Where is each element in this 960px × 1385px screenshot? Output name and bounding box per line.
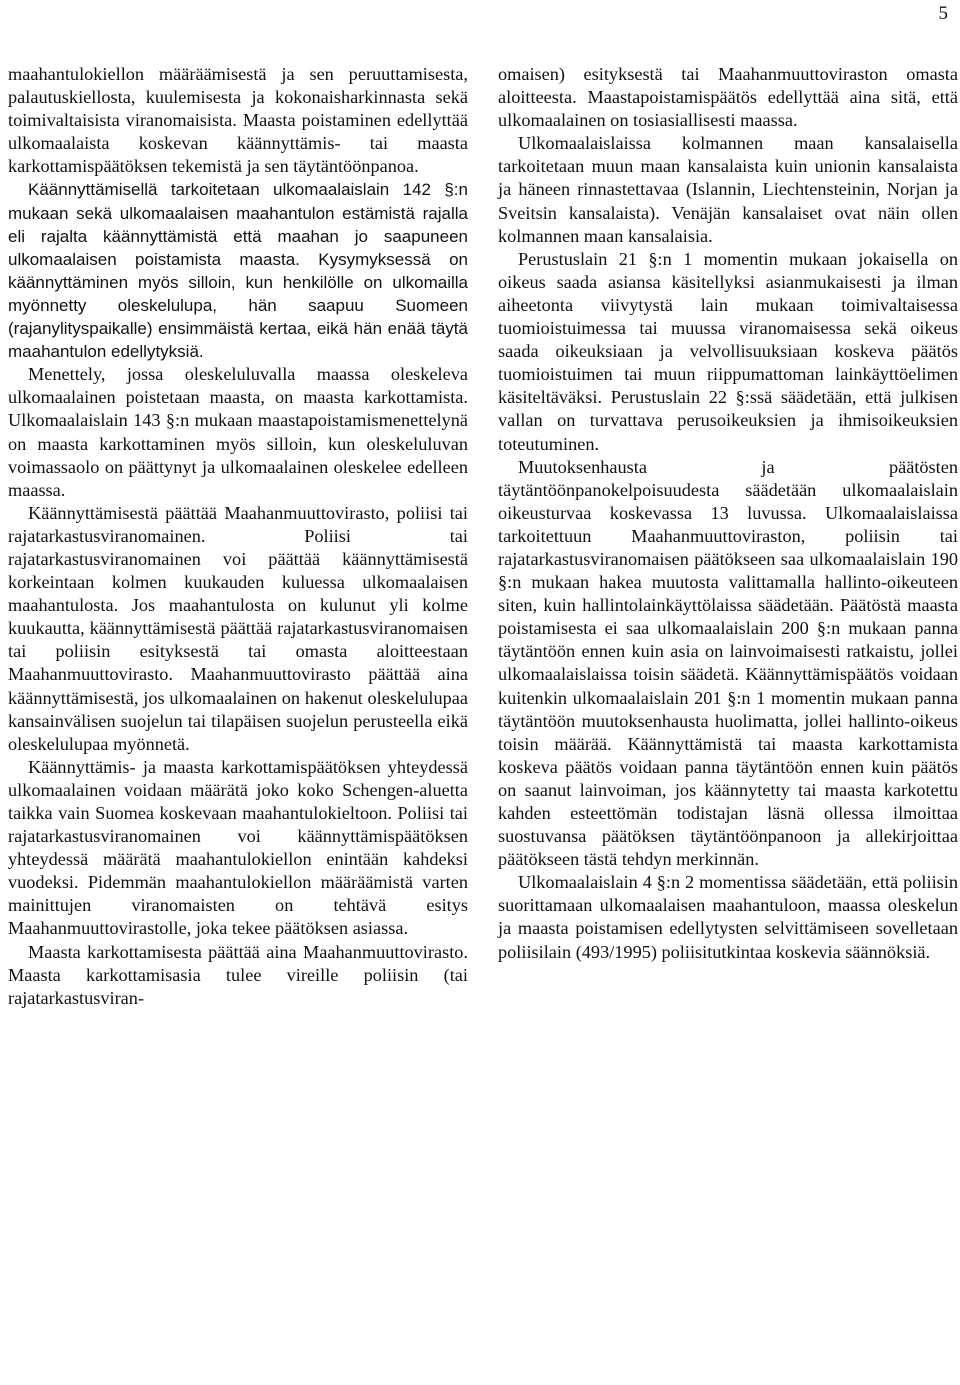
paragraph: Perustuslain 21 §:n 1 momentin mukaan jokaisella on oikeus saada asiansa käsitellyksi asianmukaisesti ja ilman aiheetonta viivytystä lain mukaan toimivaltaisessa tuomioistuimessa tai muussa viranomaisessa sekä oikeus saada oikeuksiaan ja velvollisuuksiaan koskeva päätös tuomioistuimen tai muun riippumattoman lainkäyttöelimen käsiteltäväksi. Perustuslain 22 §:ssä säädetään, että julkisen vallan on turvattava perusoikeuksien ja ihmisoikeuksien toteutuminen. <box>498 248 958 454</box>
paragraph: Muutoksenhausta ja päätösten täytäntöönpanokelpoisuudesta säädetään ulkomaalaislain oikeusturvaa koskevassa 13 luvussa. Ulkomaalaislaissa tarkoitettuun Maahanmuuttoviraston, poliisin tai rajatarkastusviranomaisen päätökseen saa ulkomaalaislain 190 §:n mukaan hakea muutosta valittamalla hallinto-oikeuteen siten, kuin hallintolainkäyttölaissa säädetään. Päätöstä maasta poistamisesta ei saa ulkomaalaislain 200 §:n mukaan panna täytäntöön ennen kuin asia on lainvoimaisesti ratkaistu, jollei ulkomaalaislaissa toisin säädetä. Käännyttämispäätös voidaan kuitenkin ulkomaalaislain 201 §:n 1 momentin mukaan panna täytäntöön muutoksenhausta huolimatta, jollei hallinto-oikeus toisin määrää. Käännyttämistä tai maasta karkottamista koskeva päätös voidaan panna täytäntöön ennen kuin päätös on saanut lainvoiman, jos käännytetty tai maasta karkotettu kahden esteettömän todistajan läsnä ollessa ilmoittaa suostuvansa päätöksen täytäntöönpanoon ja allekirjoittaa päätökseen tästä tehdyn merkinnän. <box>498 456 958 870</box>
page-number: 5 <box>938 3 948 24</box>
paragraph: Maasta karkottamisesta päättää aina Maahanmuuttovirasto. Maasta karkottamisasia tulee vireille poliisin (tai rajatarkastusviran- <box>8 941 468 1008</box>
paragraph: Menettely, jossa oleskeluluvalla maassa oleskeleva ulkomaalainen poistetaan maasta, on maasta karkottamista. Ulkomaalaislain 143 §:n mukaan maastapoistamismenettelynä on maasta karkottaminen myös silloin, kun oleskeluluvan voimassaolo on päättynyt ja ulkomaalainen oleskelee edelleen maassa. <box>8 364 468 500</box>
left-column <box>8 63 468 1010</box>
paragraph: Käännyttämisellä tarkoitetaan ulkomaalaislain 142 §:n mukaan sekä ulkomaalaisen maahantulon estämistä rajalla eli rajalta käännyttämistä että maahan jo saapuneen ulkomaalaisen poistamista maasta. Kysymyksessä on käännyttäminen myös silloin, kun henkilölle on ulkomailla myönnetty oleskelulupa, hän saapuu Suomeen (rajanylityspaikalle) ensimmäistä kertaa, eikä hän enää täytä maahantulon edellytyksiä. <box>8 180 468 362</box>
paragraph: Käännyttämisestä päättää Maahanmuuttovirasto, poliisi tai rajatarkastusviranomainen. Poliisi tai rajatarkastusviranomainen voi päättää käännyttämisestä korkeintaan kolmen kuukauden kuluessa ulkomaalaisen maahantulosta. Jos maahantulosta on kulunut yli kolme kuukautta, käännyttämisestä päättää rajatarkastusviranomaisen tai poliisin esityksestä tai omasta aloitteestaan Maahanmuuttovirasto. Maahanmuuttovirasto päättää aina käännyttämisestä, jos ulkomaalainen on hakenut oleskelulupaa kansainvälisen suojelun tai tilapäisen suojelun perusteella eikä oleskelulupaa myönnetä. <box>8 502 468 754</box>
paragraph: Ulkomaalaislain 4 §:n 2 momentissa säädetään, että poliisin suorittamaan ulkomaalaisen maahantuloon, maassa oleskelun ja maasta poistamisen edellytysten selvittämiseen sovelletaan poliisilain (493/1995) poliisitutkintaa koskevia säännöksiä. <box>498 872 958 962</box>
right-column <box>498 63 958 964</box>
paragraph: omaisen) esityksestä tai Maahanmuuttoviraston omasta aloitteesta. Maastapoistamispäätös edellyttää aina sitä, että ulkomaalainen on tosiasiallisesti maassa. <box>498 64 958 131</box>
paragraph: Ulkomaalaislaissa kolmannen maan kansalaisella tarkoitetaan muun maan kansalaista kuin unionin kansalaista ja häneen rinnastettavaa (Islannin, Liechtensteinin, Norjan ja Sveitsin kansalaista). Venäjän kansalaiset ovat näin ollen kolmannen maan kansalaisia. <box>498 133 958 246</box>
paragraph: maahantulokiellon määräämisestä ja sen peruuttamisesta, palautuskiellosta, kuulemisesta ja kokonaisharkinnasta sekä toimivaltaisista viranomaisista. Maasta poistaminen edellyttää ulkomaalaista koskevan käännyttämis- tai maasta karkottamispäätöksen tekemistä ja sen täytäntöönpanoa. <box>8 64 468 177</box>
paragraph: Käännyttämis- ja maasta karkottamispäätöksen yhteydessä ulkomaalainen voidaan määrätä joko koko Schengen-aluetta taikka vain Suomea koskevaan maahantulokieltoon. Poliisi tai rajatarkastusviranomainen voi käännyttämispäätöksen yhteydessä määrätä maahantulokiellon enintään kahdeksi vuodeksi. Pidemmän maahantulokiellon määräämistä varten mainittujen viranomaisten on tehtävä esitys Maahanmuuttovirastolle, joka tekee päätöksen asiassa. <box>8 756 468 939</box>
